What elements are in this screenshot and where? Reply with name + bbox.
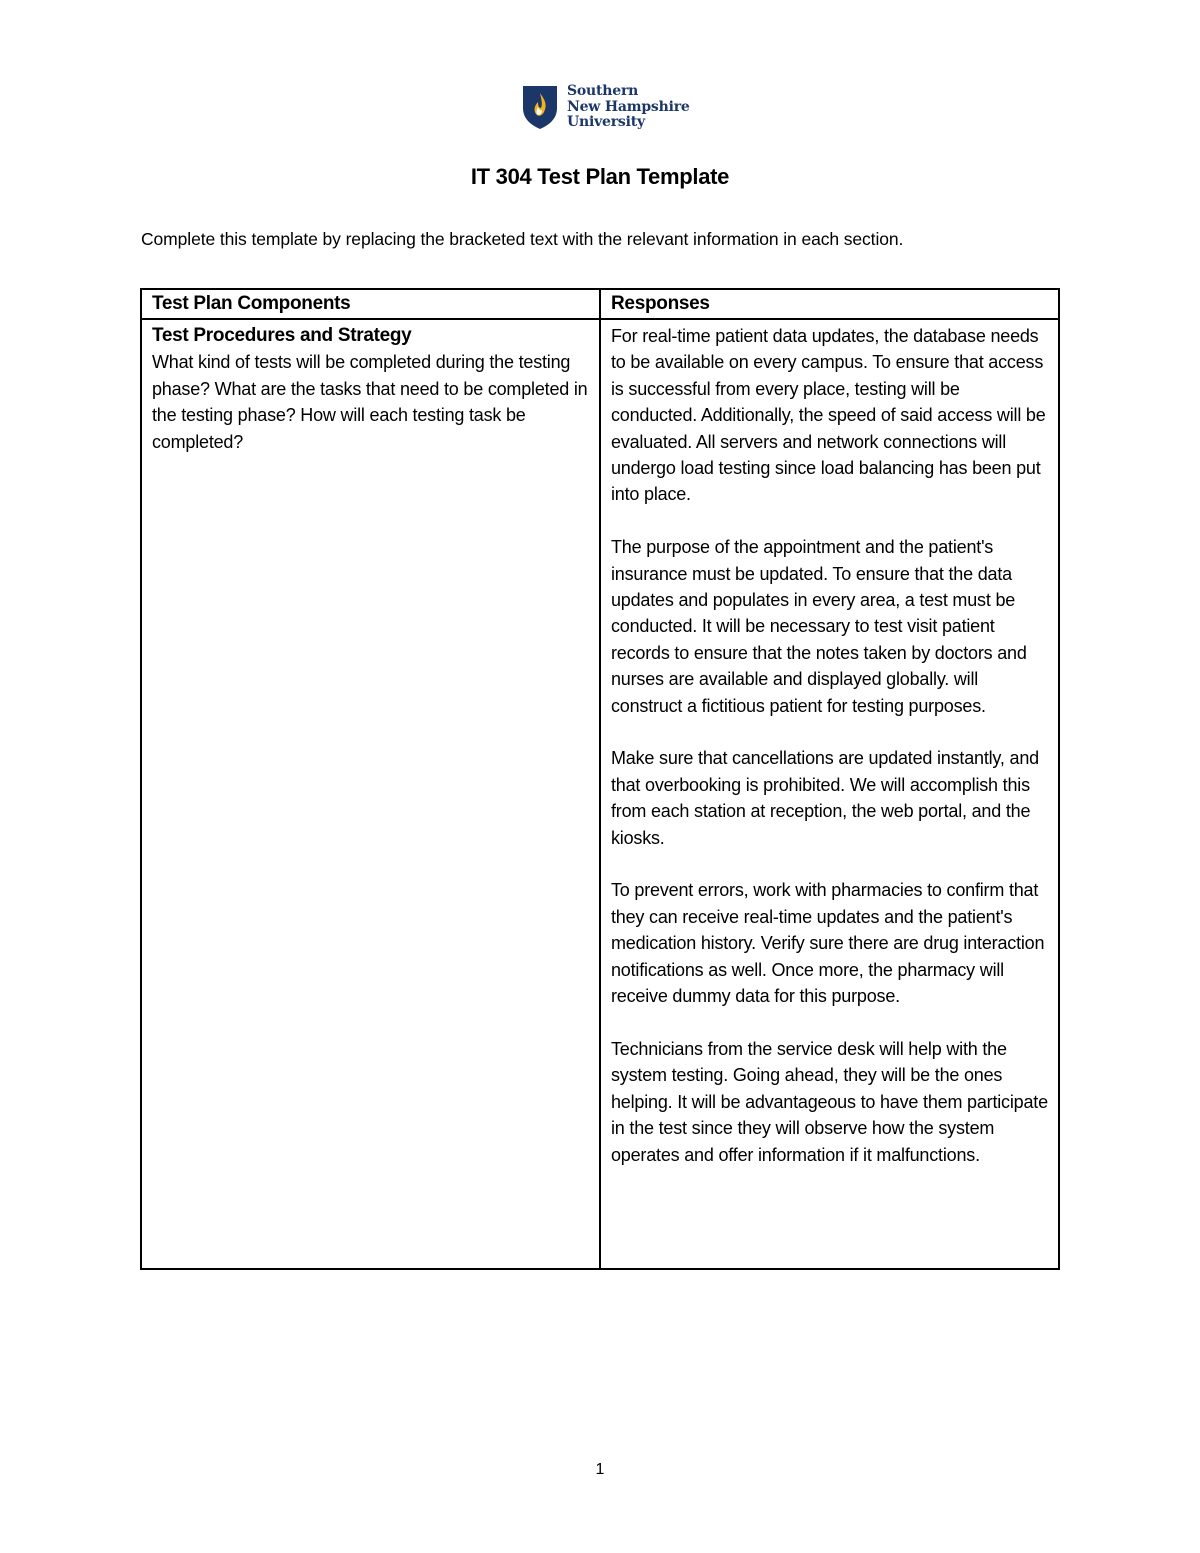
table-row xyxy=(141,319,1059,1269)
table-header-row xyxy=(141,289,1059,319)
page-number: 1 xyxy=(595,1461,605,1478)
column-header-components: Test Plan Components xyxy=(141,289,600,319)
logo-line: University xyxy=(567,114,645,130)
response-paragraph: Technicians from the service desk will help with the system testing. Going ahead, they will be the ones helping. It will be advantageous to have them participate in the test since they will observe how the system operates and offer information if it malfunctions. xyxy=(611,1038,1048,1165)
test-plan-table xyxy=(140,288,1060,1270)
column-header-responses: Responses xyxy=(600,289,1059,319)
response-cell xyxy=(600,319,1059,1269)
document-title: IT 304 Test Plan Template xyxy=(470,164,730,189)
university-logo xyxy=(521,84,690,131)
response-paragraph: For real-time patient data updates, the database needs to be available on every campus. To ensure that access is successful from every place, testing will be conducted. Additionally, the speed of said access will be evaluated. All servers and network connections will undergo load testing since load balancing has been put into place. xyxy=(611,326,1046,505)
logo-line: New Hampshire xyxy=(567,98,690,115)
instructions-text: Complete this template by replacing the bracketed text with the relevant information in each section. xyxy=(141,229,904,249)
component-prompt: What kind of tests will be completed during the testing phase? What are the tasks that need to be completed in the testing phase? How will each testing task be completed? xyxy=(152,352,588,452)
response-paragraph: Make sure that cancellations are updated instantly, and that overbooking is prohibited. We will accomplish this from each station at reception, the web portal, and the kiosks. xyxy=(611,748,1039,848)
response-paragraph: The purpose of the appointment and the patient's insurance must be updated. To ensure that the data updates and populates in every area, a test must be conducted. It will be necessary to test visit patient records to ensure that the notes taken by doctors and nurses are available and displayed globally. will construct a fictitious patient for testing purposes. xyxy=(611,537,1027,716)
component-cell xyxy=(141,319,600,1269)
university-flame-shield-icon xyxy=(521,84,559,130)
logo-line: Southern xyxy=(567,83,639,99)
response-paragraph: To prevent errors, work with pharmacies to confirm that they can receive real-time updates and the patient's medication history. Verify sure there are drug interaction notifications as well. Once more, the pharmacy will receive dummy data for this purpose. xyxy=(611,880,1045,1007)
logo-wordmark xyxy=(567,84,690,131)
component-title: Test Procedures and Strategy xyxy=(152,325,412,346)
